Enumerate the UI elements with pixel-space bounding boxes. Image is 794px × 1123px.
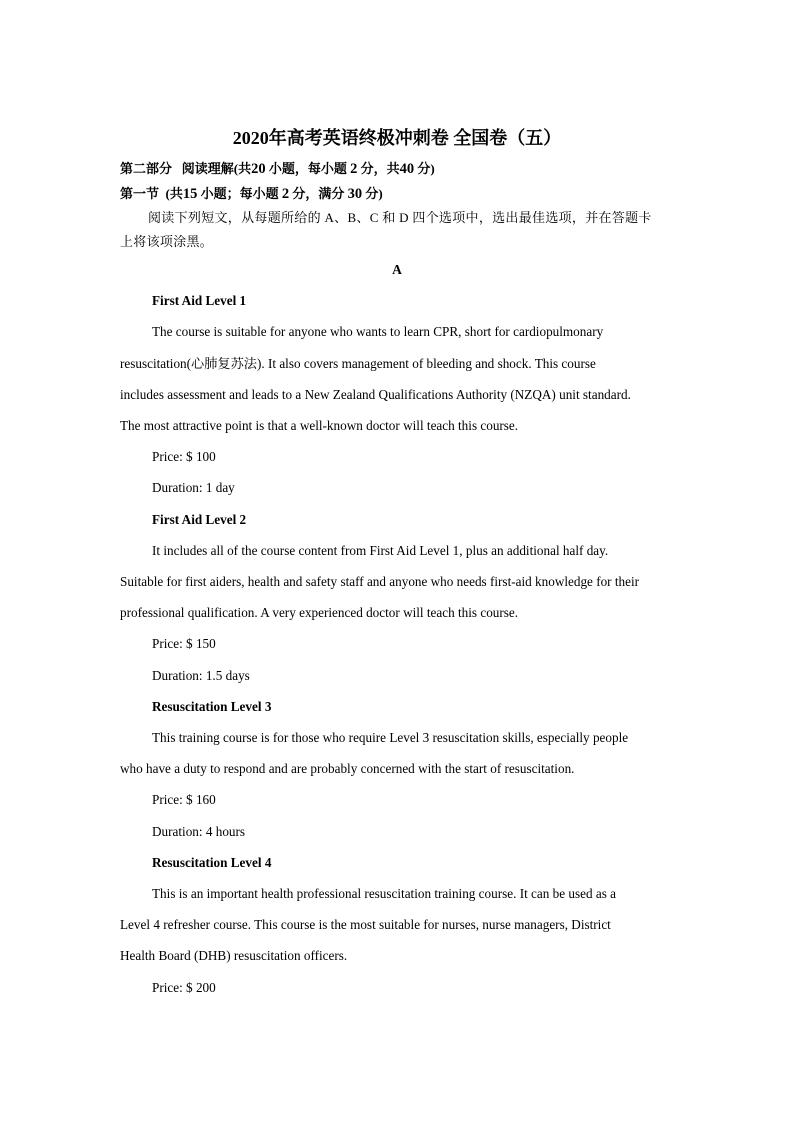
course-price: Price: $ 200 (152, 980, 216, 995)
course-name: Resuscitation Level 4 (152, 855, 272, 870)
page-title: 2020年高考英语终极冲刺卷 全国卷（五） (232, 128, 562, 148)
course-text-line: resuscitation(心肺复苏法). It also covers management of bleeding and shock. This course (120, 356, 596, 371)
course-duration: Duration: 1 day (152, 480, 235, 495)
course-text-line: This training course is for those who require Level 3 resuscitation skills, especially people (152, 730, 629, 745)
course-name: Resuscitation Level 3 (152, 699, 272, 714)
course-duration: Duration: 1.5 days (152, 668, 250, 683)
course-text-line: The most attractive point is that a well-known doctor will teach this course. (120, 418, 519, 433)
course-text-line: Level 4 refresher course. This course is the most suitable for nurses, nurse managers, District (120, 917, 611, 932)
course-name: First Aid Level 1 (152, 293, 247, 308)
instructions-line-2: 上将该项涂黑。 (120, 234, 214, 249)
course-text-line: Suitable for first aiders, health and safety staff and anyone who needs first-aid knowledge for their (120, 574, 640, 589)
passage-label: A (392, 262, 402, 277)
instructions-line-1: 阅读下列短文，从每题所给的 A、B、C 和 D 四个选项中，选出最佳选项，并在答题卡 (148, 210, 652, 225)
course-name: First Aid Level 2 (152, 512, 247, 527)
course-text-line: The course is suitable for anyone who wants to learn CPR, short for cardiopulmonary (152, 324, 604, 339)
course-price: Price: $ 160 (152, 792, 216, 807)
course-text-line: Health Board (DHB) resuscitation officers. (120, 948, 348, 963)
part-heading: 第二部分 阅读理解(共20 小题，每小题 2 分，共40 分) (120, 161, 435, 177)
course-duration: Duration: 4 hours (152, 824, 246, 839)
course-text-line: It includes all of the course content from First Aid Level 1, plus an additional half day. (152, 543, 609, 558)
course-price: Price: $ 150 (152, 636, 216, 651)
course-price: Price: $ 100 (152, 449, 216, 464)
course-text-line: This is an important health professional resuscitation training course. It can be used as a (152, 886, 616, 901)
course-text-line: includes assessment and leads to a New Zealand Qualifications Authority (NZQA) unit standard. (120, 387, 631, 402)
course-text-line: who have a duty to respond and are probably concerned with the start of resuscitation. (120, 761, 575, 776)
section-heading: 第一节 (共15 小题；每小题 2 分，满分 30 分) (120, 186, 383, 202)
course-text-line: professional qualification. A very experienced doctor will teach this course. (120, 605, 519, 620)
